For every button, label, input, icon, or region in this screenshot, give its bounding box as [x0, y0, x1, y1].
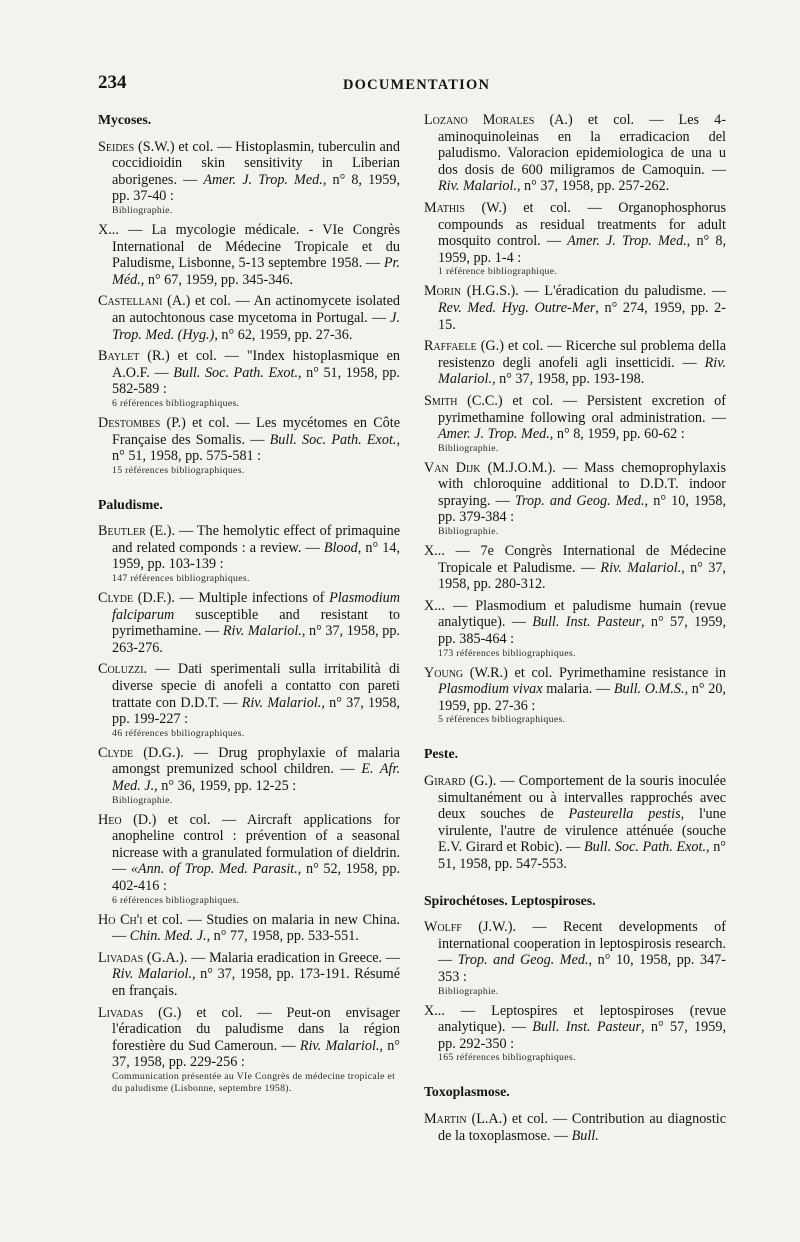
entry-text: , n° 51, 1958, pp. 582-589 : — [112, 364, 400, 398]
entry-note: Bibliographie. — [112, 794, 173, 806]
section-heading: Mycoses. — [98, 112, 152, 127]
bibliography-entry — [424, 112, 726, 195]
journal-title: «Ann. of Trop. Med. Parasit. — [130, 861, 298, 878]
bibliography-entry — [424, 773, 726, 873]
page-number: 234 — [98, 72, 127, 93]
bibliography-entry — [424, 1111, 726, 1144]
section-heading: Spirochétoses. Leptospiroses. — [424, 892, 596, 908]
journal-title: Amer. J. Trop. Med. — [438, 426, 550, 443]
entry-text: , n° 8, 1959, pp. 1-4 : — [438, 233, 726, 266]
entry-text: , n° 37, 1958, pp. 173-191. Résumé en français. — [112, 966, 400, 999]
entry-text: . — Drug prophylaxie of malaria amongst premunized school children. — — [112, 744, 400, 778]
entry-text: — 7e Congrès International de Médecine Tropicale et Paludisme. — — [438, 543, 726, 576]
entry-text: , n° 10, 1958, pp. 347-353 : — [438, 952, 727, 985]
journal-title: Bull. Soc. Path. Exot. — [173, 364, 299, 381]
entry-text: et col. — Peut-on envisager l'éradication du paludisme dans la région forestière du Sud Cameroun. — — [112, 1004, 400, 1054]
entry-text: . — L'éradication du paludisme. — — [515, 283, 727, 300]
journal-title: Riv. Malariol. — [222, 623, 302, 640]
journal-title: Bull. Soc. Path. Exot. — [269, 431, 397, 448]
entry-text: , n° 274, 1959, pp. 2-15. — [438, 299, 726, 333]
journal-title: Plasmodium falciparum — [112, 590, 400, 623]
entry-author: Lozano Morales (A.) — [424, 112, 573, 128]
entry-note: Bibliographie. — [438, 985, 499, 997]
entry-text: . — Recent developments of international cooperation in leptospirosis research. — — [438, 919, 726, 969]
entry-author: Livadas (G.A.) — [98, 949, 184, 966]
entry-text: , l'une virulente, l'autre de virulence atténuée (souche E.V. Girard et Robic). — — [438, 806, 726, 856]
entry-note: 15 références bibliographiques. — [112, 464, 245, 476]
entry-author: Destombes (P.) — [98, 414, 186, 431]
journal-title: Rev. Med. Hyg. Outre-Mer — [438, 299, 596, 316]
entry-text: et col. — Aircraft applications for anopheline control : prévention of a seasonal nicrease with a granulated formulation of dieldrin. — — [112, 811, 400, 878]
entry-text: et col. — Contribution au diagnostic de la toxoplasmose. — — [438, 1110, 727, 1144]
entry-text: , n° 14, 1959, pp. 103-139 : — [112, 539, 400, 573]
entry-text: et col. — Studies on malaria in new China. — — [112, 911, 401, 945]
bibliography-entry — [98, 415, 400, 477]
entry-text: , n° 62, 1959, pp. 27-36. — [214, 326, 353, 343]
bibliography-entry — [424, 393, 726, 455]
entry-note: 1 référence bibliographique. — [438, 266, 558, 278]
journal-title: J. Trop. Med. (Hyg.) — [112, 309, 400, 343]
entry-author: Raffaele (G.) — [424, 338, 504, 355]
entry-note: 147 références bibliographiques. — [112, 573, 250, 585]
entry-text: , n° 8, 1959, pp. 37-40 : — [112, 171, 400, 205]
bibliography-entry — [98, 812, 400, 907]
entry-author: Clyde (D.F.) — [98, 590, 172, 607]
entry-text: . — Multiple infections of — [171, 590, 330, 607]
journal-title: Trop. and Geog. Med. — [457, 952, 589, 969]
entry-author: Martin (L.A.) — [424, 1110, 507, 1127]
entry-author: Mathis (W.) — [424, 199, 507, 216]
entry-text: malaria. — — [542, 681, 614, 698]
journal-title: Chin. Med. J. — [129, 928, 207, 945]
bibliography-entry — [98, 661, 400, 739]
bibliography-entry — [98, 348, 400, 410]
journal-title: Trop. and Geog. Med. — [514, 492, 645, 509]
right-column — [424, 112, 726, 1149]
bibliography-entry — [424, 919, 726, 997]
entry-text: et col. — An actinomycete isolated an autochtonous case mycetoma in Portugal. — — [112, 293, 400, 326]
entry-text: , n° 52, 1958, pp. 402-416 : — [112, 861, 401, 894]
entry-text: — Dati sperimentali sulla irritabilità di diverse specie di anofeli a contatto con pareti trattate con D.D.T. — — [112, 661, 400, 711]
entry-text: , n° 36, 1959, pp. 12-25 : — [154, 778, 297, 794]
bibliography-entry — [98, 523, 400, 585]
entry-note: 6 références bibliographiques. — [112, 397, 240, 409]
journal-title: Bull. O.M.S. — [613, 681, 685, 698]
entry-text: et col. — Ricerche sul problema della resistenzo degli anofeli agli insetticidi. — — [438, 338, 726, 371]
entry-text: , n° 37, 1958, pp. 257-262. — [516, 178, 670, 195]
entry-text: , n° 8, 1959, pp. 60-62 : — [549, 426, 685, 443]
bibliography-entry — [98, 139, 400, 217]
entry-text: et col. — "Index histoplasmique en A.O.F. — — [112, 348, 401, 381]
entry-text: , n° 37, 1958, pp. 229-256 : — [112, 1037, 400, 1071]
journal-title: Riv. Malariol. — [438, 178, 517, 195]
entry-text: , n° 37, 1958, pp. 199-227 : — [112, 694, 400, 728]
page-header — [98, 72, 728, 102]
entry-text: , n° 77, 1958, pp. 533-551. — [206, 928, 359, 945]
bibliography-entry — [98, 222, 400, 288]
entry-author: Ho Ch'i — [98, 911, 143, 928]
entry-text: , n° 10, 1958, pp. 379-384 : — [438, 492, 726, 526]
entry-author: Baylet (R.) — [98, 348, 170, 365]
entry-author: Coluzzi. — [98, 661, 148, 678]
entry-author: Morin (H.G.S.) — [424, 283, 516, 300]
entry-note: 5 références bibliographiques. — [438, 714, 566, 726]
journal-title: Amer. J. Trop. Med. — [203, 171, 323, 188]
journal-title: Riv. Malariol. — [600, 559, 682, 576]
entry-text: et col. — Les 4-aminoquinoleinas en la erradicacion del paludismo. Valoracion epidemiologica de una u dos dosis de 600 miligramos de Camoquin. — — [438, 112, 726, 178]
journal-title: E. Afr. Med. J. — [112, 761, 400, 794]
entry-note: Bibliographie. — [438, 442, 499, 454]
entry-author: Beutler (E.) — [98, 523, 172, 540]
entry-text: . — Mass chemoprophylaxis with chloroquine additional to D.D.T. indoor spraying. — — [438, 459, 727, 509]
entry-text: et col. Pyrimethamine resistance in — [507, 664, 726, 681]
entry-author: Clyde (D.G.) — [98, 744, 181, 761]
bibliography-entry — [424, 598, 726, 660]
journal-title: Bull. Inst. Pasteur — [532, 614, 642, 631]
bibliography-entry — [98, 912, 400, 945]
journal-title: Bull. Soc. Path. Exot. — [583, 839, 707, 856]
bibliography-entry — [98, 293, 400, 343]
entry-author: Heo (D.) — [98, 811, 157, 828]
journal-title: Riv. Malariol. — [112, 966, 193, 983]
entry-text: , n° 37, 1958, pp. 193-198. — [492, 371, 645, 388]
journal-title: Amer. J. Trop. Med. — [567, 233, 687, 250]
entry-text: , n° 57, 1959, pp. 385-464 : — [438, 614, 726, 648]
entry-author: Castellani (A.) — [98, 293, 191, 310]
bibliography-entry — [98, 745, 400, 807]
entry-text: . — Comportement de la souris inoculée simultanément ou à intervalles rapprochés avec deux souches de — [438, 773, 726, 823]
entry-author: Van Dijk (M.J.O.M.) — [424, 459, 553, 476]
left-column — [98, 112, 400, 1100]
bibliography-entry — [98, 950, 400, 1000]
bibliography-entry — [424, 1003, 726, 1065]
entry-note: 165 références bibliographiques. — [438, 1052, 576, 1064]
entry-text: et col. — Organophosphorus compounds as residual treatments for adult mosquito control. — — [438, 199, 726, 250]
bibliography-entry — [424, 460, 726, 538]
section-heading: Paludisme. — [98, 496, 163, 512]
entry-author: X... — [424, 543, 445, 560]
entry-text: . — The hemolytic effect of primaquine and related componds : a review. — — [112, 523, 401, 556]
section-heading: Toxoplasmose. — [424, 1084, 510, 1100]
entry-text: , n° 51, 1958, pp. 547-553. — [438, 839, 726, 872]
journal-title: Bull. Inst. Pasteur — [532, 1019, 642, 1036]
entry-text: et col. — Histoplasmin, tuberculin and coccidioidin skin sensitivity in Liberian aborigenes. — — [112, 138, 400, 188]
bibliography-entry — [98, 1005, 400, 1095]
entry-text: et col. — Persistent excretion of pyrimethamine following oral administration. — — [438, 392, 727, 426]
entry-text: , n° 20, 1959, pp. 27-36 : — [438, 681, 726, 714]
entry-author: Young (W.R.) — [424, 664, 508, 681]
journal-title: Riv. Malariol. — [241, 694, 322, 711]
entry-text: , n° 67, 1959, pp. 345-346. — [140, 271, 294, 288]
entry-author: Girard (G.) — [424, 773, 493, 789]
bibliography-entry — [424, 200, 726, 278]
bibliography-entry — [424, 665, 726, 727]
entry-author: X... — [424, 1002, 445, 1019]
journal-title: Riv. Malariol. — [299, 1037, 380, 1054]
entry-text: , n° 57, 1959, pp. 292-350 : — [438, 1019, 726, 1052]
journal-title: Pr. Méd. — [112, 255, 400, 288]
entry-author: Wolff (J.W.) — [424, 919, 513, 936]
entry-text: . — Malaria eradication in Greece. — — [183, 949, 400, 966]
journal-title: Blood — [323, 539, 358, 556]
entry-note: Communication présentée au VIe Congrès de médecine tropicale et du paludisme (Lisbonne, septembre 1958). — [112, 1070, 396, 1094]
entry-note: 173 références bibliographiques. — [438, 647, 576, 659]
entry-text: — La mycologie médicale. - VIe Congrès International de Médecine Tropicale et du Paludisme, Lisbonne, 5-13 septembre 1958. — — [112, 221, 400, 272]
bibliography-entry — [424, 543, 726, 593]
entry-note: Bibliographie. — [112, 204, 173, 216]
entry-text: , n° 51, 1958, pp. 575-581 : — [112, 431, 400, 465]
entry-note: 46 références bbiliographiques. — [112, 727, 245, 739]
entry-text: , n° 37, 1958, pp. 263-276. — [112, 623, 400, 656]
entry-text: et col. — Les mycétomes en Côte Française des Somalis. — — [112, 414, 401, 448]
bibliography-entry — [424, 338, 726, 388]
entry-author: Livadas (G.) — [98, 1004, 182, 1021]
entry-author: X... — [98, 221, 119, 238]
entry-text: susceptible and resistant to pyrimethamine. — — [112, 606, 400, 640]
entry-author: Seides (S.W.) — [98, 138, 175, 155]
section-heading: Peste. — [424, 746, 459, 762]
entry-note: 6 références bibliographiques. — [112, 894, 240, 906]
journal-title: Plasmodium vivax — [438, 681, 543, 698]
running-title: DOCUMENTATION — [343, 77, 491, 93]
entry-note: Bibliographie. — [438, 526, 499, 538]
entry-text: — Plasmodium et paludisme humain (revue analytique). — — [438, 597, 726, 631]
entry-author: X... — [424, 597, 445, 614]
journal-title: Riv. Malariol. — [438, 354, 726, 388]
bibliography-entry — [424, 283, 726, 333]
bibliography-entry — [98, 590, 400, 656]
entry-text: , n° 37, 1958, pp. 280-312. — [438, 559, 726, 593]
entry-author: Smith (C.C.) — [424, 392, 503, 409]
journal-title: Pasteurella pestis — [568, 806, 681, 823]
entry-text: — Leptospires et leptospiroses (revue analytique). — — [438, 1002, 726, 1036]
journal-title: Bull. — [571, 1127, 599, 1144]
